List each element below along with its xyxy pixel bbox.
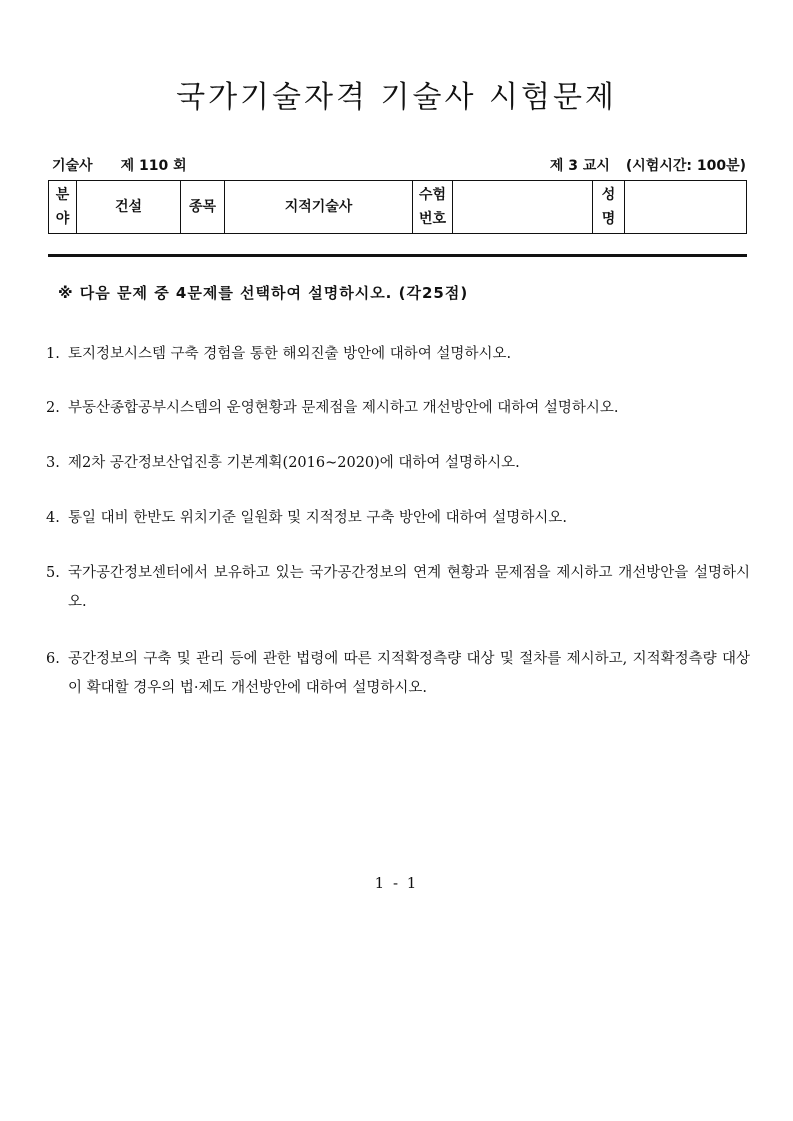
exam-number-label-top: 수험 [418, 187, 447, 203]
name-label-bottom: 명 [601, 211, 616, 227]
exam-period-time [550, 155, 746, 175]
question-text: 토지정보시스템 구축 경험을 통한 해외진출 방안에 대하여 설명하시오. [68, 346, 512, 362]
question-item [46, 340, 750, 369]
exam-round: 제 110 회 [120, 158, 187, 174]
question-number: 6. [46, 651, 60, 667]
name-label-top: 성 [601, 187, 616, 203]
instruction-text: ※ 다음 문제 중 4문제를 선택하여 설명하시오. (각25점) [58, 284, 469, 302]
question-text: 제2차 공간정보산업진흥 기본계획(2016∼2020)에 대하여 설명하시오. [68, 455, 520, 471]
field-label [49, 181, 77, 234]
field-value: 건설 [77, 181, 181, 234]
item-value: 지적기술사 [225, 181, 413, 234]
exam-grade: 기술사 [52, 158, 93, 174]
question-item [46, 645, 750, 703]
question-number: 1. [46, 346, 60, 362]
question-item [46, 559, 750, 617]
field-label-bottom: 야 [55, 211, 70, 227]
name-field[interactable] [625, 181, 747, 234]
question-item [46, 504, 750, 533]
divider-rule [48, 254, 747, 257]
exam-number-field[interactable] [453, 181, 593, 234]
exam-time: (시험시간: 100분) [625, 158, 746, 174]
exam-period: 제 3 교시 [549, 158, 610, 174]
exam-number-label [413, 181, 453, 234]
exam-grade-round [52, 155, 187, 175]
question-number: 3. [46, 455, 60, 471]
name-label [593, 181, 625, 234]
page-number: 1 - 1 [374, 874, 419, 892]
question-text: 국가공간정보센터에서 보유하고 있는 국가공간정보의 연계 현황과 문제점을 제시하고 개선방안을 설명하시오. [68, 565, 750, 610]
field-label-top: 분 [55, 187, 70, 203]
item-label: 종목 [181, 181, 225, 234]
question-number: 2. [46, 400, 60, 416]
exam-title: 국가기술자격 기술사 시험문제 [176, 80, 617, 115]
question-text: 부동산종합공부시스템의 운영현황과 문제점을 제시하고 개선방안에 대하여 설명하시오. [68, 400, 619, 416]
question-number: 4. [46, 510, 60, 526]
question-text: 통일 대비 한반도 위치기준 일원화 및 지적정보 구축 방안에 대하여 설명하시오. [68, 510, 567, 526]
question-number: 5. [46, 565, 60, 581]
exam-info-line [52, 155, 746, 177]
info-table [48, 180, 747, 234]
question-text: 공간정보의 구축 및 관리 등에 관한 법령에 따른 지적확정측량 대상 및 절차를 제시하고, 지적확정측량 대상이 확대할 경우의 법·제도 개선방안에 대하여 설명하시오. [68, 651, 750, 696]
question-item [46, 394, 750, 423]
question-item [46, 449, 750, 478]
exam-number-label-bottom: 번호 [418, 211, 447, 227]
